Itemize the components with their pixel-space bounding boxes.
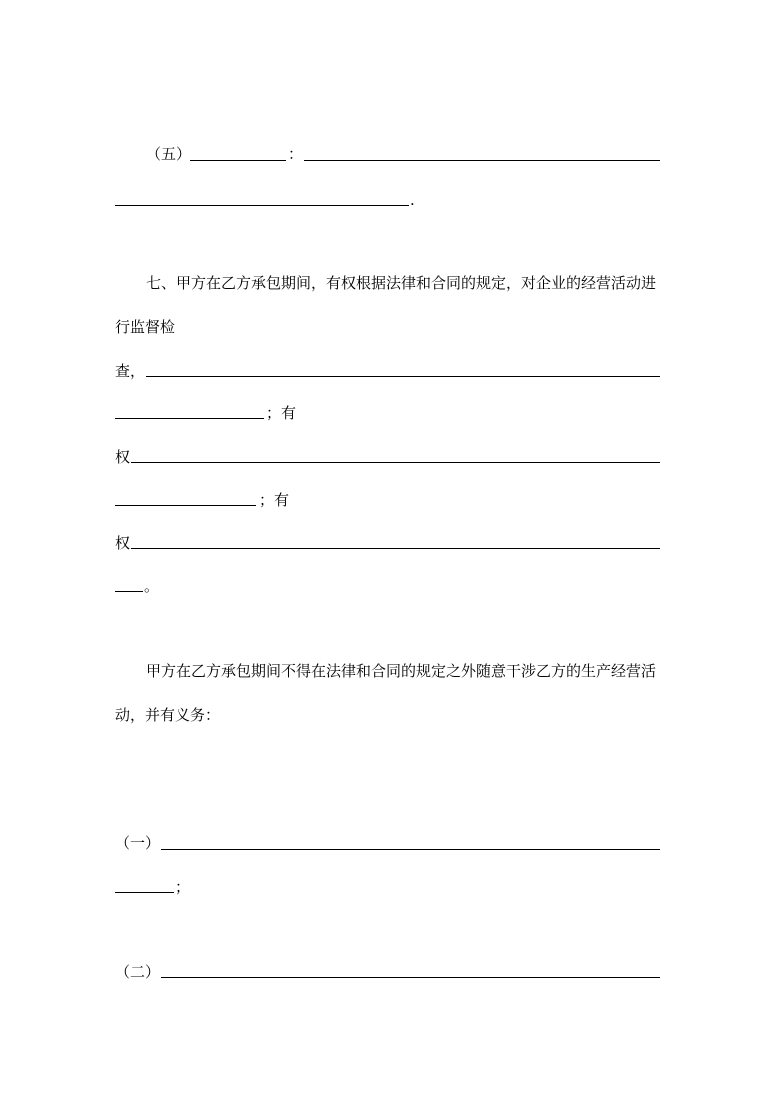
clause-7-end: 。 [144,577,160,595]
clause-7-blank-4[interactable] [115,505,256,506]
clause-7-blank-6[interactable] [115,591,143,592]
clause-7-blank-2[interactable] [115,418,264,419]
clause-7-blank-1[interactable] [146,376,660,377]
obligation-text-2: 动，并有义务： [115,706,221,724]
clause-5-end: . [410,191,415,209]
clause-7-quan-2: 权 [115,534,131,552]
item-2-label: （二） [115,963,161,981]
obligation-text-1: 甲方在乙方承包期间不得在法律和合同的规定之外随意干涉乙方的生产经营活 [146,662,657,680]
clause-7-intro-continued: 行监督检 [115,318,176,336]
item-1-blank-1[interactable] [161,849,660,850]
item-1-label: （一） [115,834,161,852]
clause-7-cha: 查， [115,362,146,380]
clause-7-blank-5[interactable] [131,548,660,549]
clause-5-blank-continued[interactable] [115,205,409,206]
item-1-blank-2[interactable] [115,892,174,893]
item-2-blank[interactable] [161,977,660,978]
clause-5-colon: ： [288,145,304,163]
clause-5-label: （五） [146,145,192,163]
clause-5-blank-long[interactable] [304,160,660,161]
clause-5-blank-short[interactable] [190,160,286,161]
clause-7-you-1: ；有 [266,404,297,422]
clause-7-intro: 七、甲方在乙方承包期间，有权根据法律和合同的规定，对企业的经营活动进 [146,274,657,292]
clause-7-blank-3[interactable] [131,462,660,463]
clause-7-you-2: ；有 [259,491,290,509]
clause-7-quan-1: 权 [115,448,131,466]
item-1-end: ； [175,878,191,896]
